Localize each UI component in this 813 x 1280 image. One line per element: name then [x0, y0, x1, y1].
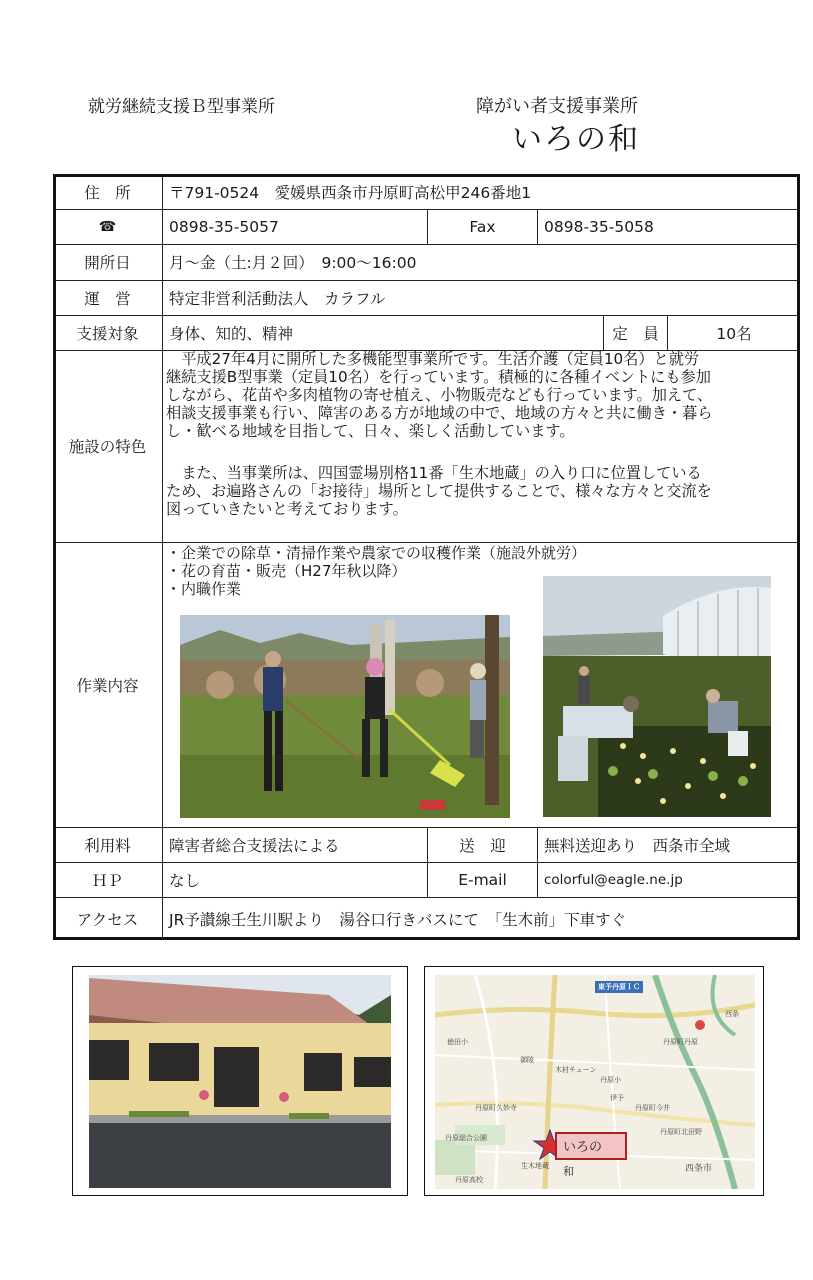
facility-info-table	[53, 174, 800, 940]
map-label: 丹原総合公園	[445, 1134, 487, 1142]
capacity-label: 定 員	[612, 324, 659, 343]
map-label: 西条	[725, 1010, 739, 1018]
building-photo	[89, 975, 391, 1188]
work-item: ・花の育苗・販売（H27年秋以降）	[166, 562, 407, 580]
fee-value: 障害者総合支援法による	[169, 836, 340, 855]
address-value: 〒791-0524 愛媛県西条市丹原町高松甲246番地1	[169, 183, 532, 202]
building-photo-frame	[72, 966, 408, 1196]
fax-label: Fax	[469, 217, 496, 236]
target-value: 身体、知的、精神	[169, 324, 294, 343]
open-days-value: 月〜金（土:月２回） 9:00〜16:00	[169, 254, 417, 272]
map-label: 丹原町久妙寺	[475, 1104, 517, 1112]
access-label: アクセス	[76, 910, 139, 929]
features-line: 相談支援事業も行い、障害のある方が地域の中で、地域の方々と共に働き・暮ら	[166, 404, 713, 422]
program-type-title: 就労継続支援Ｂ型事業所	[88, 97, 275, 117]
map-label: 徳田小	[447, 1038, 468, 1046]
access-value: JR予讃線壬生川駅より 湯谷口行きバスにて 「生木前」下車すぐ	[169, 910, 627, 929]
map-place-label-2: 和	[563, 1165, 574, 1178]
work-item: ・企業での除草・清掃作業や農家での収穫作業（施設外就労）	[166, 544, 587, 562]
fax-value: 0898-35-5058	[544, 217, 654, 236]
transport-value: 無料送迎あり 西条市全域	[544, 836, 731, 855]
phone-icon: ☎	[98, 218, 117, 235]
seedling-work-photo	[543, 576, 771, 817]
map-label: 丹原町今井	[635, 1104, 670, 1112]
features-line: 継続支援B型事業（定員10名）を行っています。積極的に各種イベントにも参加	[166, 368, 711, 386]
features-line: また、当事業所は、四国霊場別格11番「生木地蔵」の入り口に位置している	[166, 464, 702, 482]
map-label: 東予丹原ＩＣ	[595, 981, 643, 993]
work-item: ・内職作業	[166, 580, 242, 598]
operator-value: 特定非営利活動法人 カラフル	[169, 289, 386, 308]
phone-value: 0898-35-5057	[169, 217, 279, 236]
map-label: 丹原町丹原	[663, 1038, 698, 1046]
map-label: 生木地蔵	[521, 1162, 549, 1170]
target-label: 支援対象	[76, 324, 139, 343]
transport-label: 送 迎	[459, 836, 506, 855]
access-map[interactable]	[435, 975, 755, 1189]
facility-type-title: 障がい者支援事業所	[476, 96, 638, 117]
map-label: 御陵	[520, 1056, 534, 1064]
map-label: 丹原高校	[455, 1176, 483, 1184]
features-line: し・歓べる地域を目指して、日々、楽しく活動しています。	[166, 422, 575, 440]
open-days-label: 開所日	[84, 254, 131, 272]
homepage-value: なし	[169, 871, 201, 890]
address-label: 住 所	[84, 183, 131, 202]
features-line: しながら、花苗や多肉植物の寄せ植え、小物販売なども行っています。加えて、	[166, 386, 713, 404]
capacity-value: 10名	[716, 324, 752, 343]
map-label: 木材チェーン	[555, 1066, 597, 1074]
email-label: E-mail	[458, 870, 507, 889]
map-label: 伊予	[610, 1094, 624, 1102]
features-line: 平成27年4月に開所した多機能型事業所です。生活介護（定員10名）と就労	[166, 350, 700, 368]
features-line: 図っていきたいと考えております。	[166, 500, 408, 518]
features-line: ため、お遍路さんの「お接待」場所として提供することで、様々な方々と交流を	[166, 482, 712, 500]
fee-label: 利用料	[84, 836, 131, 855]
work-label: 作業内容	[76, 676, 139, 695]
map-label: 西条市	[685, 1164, 713, 1174]
map-place-label: いろの	[563, 1140, 603, 1155]
features-text	[166, 351, 798, 541]
map-label: 丹原小	[600, 1076, 621, 1084]
garden-work-photo	[180, 615, 510, 818]
homepage-label: ＨＰ	[91, 871, 123, 890]
map-label: 丹原町北田野	[660, 1128, 702, 1136]
features-label: 施設の特色	[68, 438, 147, 456]
operator-label: 運 営	[84, 289, 131, 308]
facility-name: いろの和	[512, 122, 640, 157]
access-map-frame	[424, 966, 764, 1196]
email-value[interactable]: colorful@eagle.ne.jp	[544, 871, 683, 888]
